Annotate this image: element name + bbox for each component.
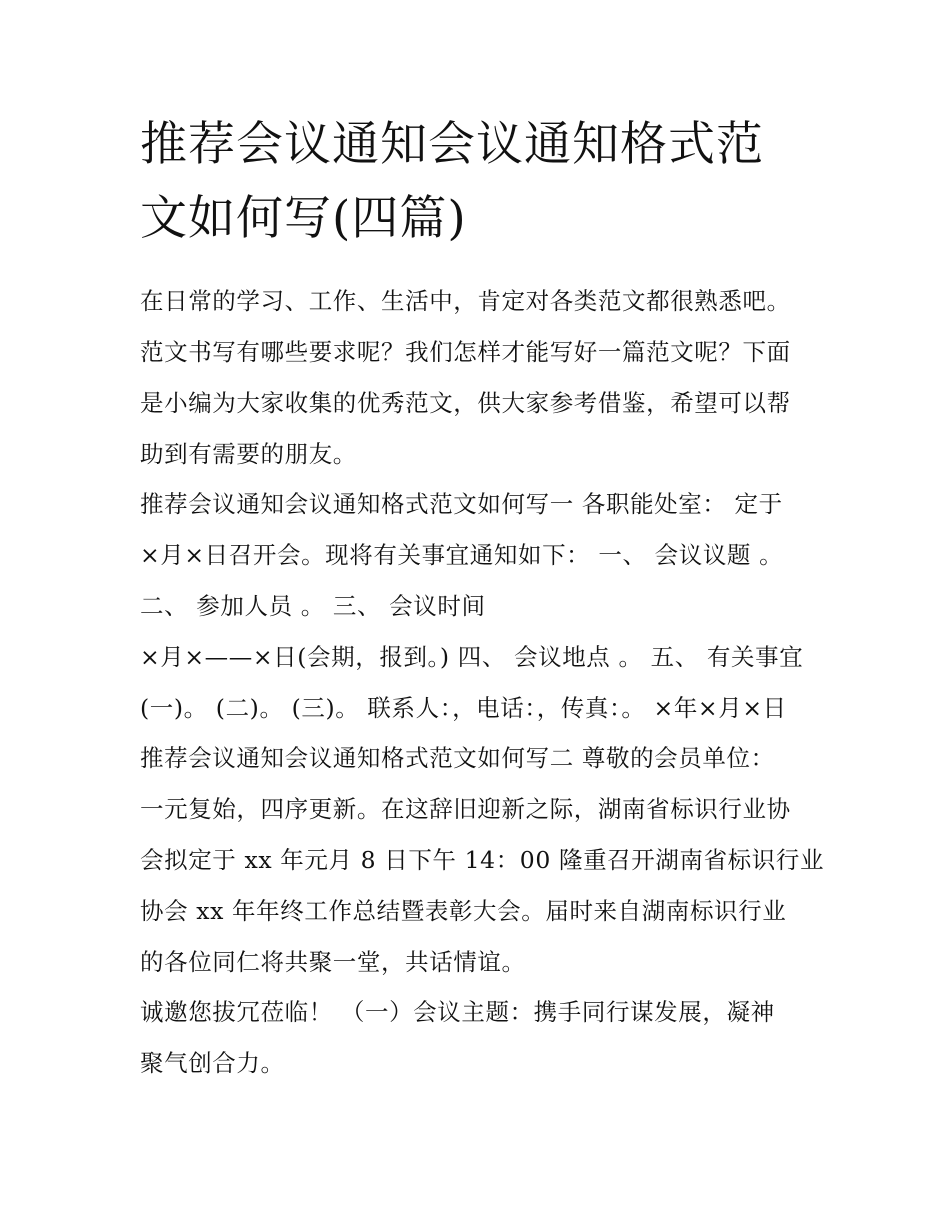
document-title: 推荐会议通知会议通知格式范 文如何写(四篇) (140, 117, 764, 246)
body-line-2: 范文书写有哪些要求呢？我们怎样才能写好一篇范文呢？下面 (140, 338, 791, 366)
body-line-8: ×月×——×日(会期，报到。) 四、 会议地点 。 五、 有关事宜 (140, 643, 804, 671)
body-line-9: (一)。 (二)。 (三)。 联系人：，电话：，传真：。 ×年×月×日 (140, 694, 787, 722)
body-line-5: 推荐会议通知会议通知格式范文如何写一 各职能处室： 定于 (140, 490, 783, 518)
body-line-1: 在日常的学习、工作、生活中，肯定对各类范文都很熟悉吧。 (140, 287, 791, 315)
body-line-14: 的各位同仁将共聚一堂，共话情谊。 (140, 948, 526, 976)
body-line-10: 推荐会议通知会议通知格式范文如何写二 尊敬的会员单位： (140, 744, 775, 772)
body-line-6: ×月×日召开会。现将有关事宜通知如下： 一、 会议议题 。 (140, 541, 784, 569)
body-line-11: 一元复始，四序更新。在这辞旧迎新之际，湖南省标识行业协 (140, 795, 791, 823)
body-line-13: 协会 xx 年年终工作总结暨表彰大会。届时来自湖南标识行业 (140, 897, 787, 925)
body-line-3: 是小编为大家收集的优秀范文，供大家参考借鉴，希望可以帮 (140, 389, 791, 417)
body-line-15: 诚邀您拔冗莅临！ （一）会议主题：携手同行谋发展，凝神 (140, 998, 775, 1026)
body-line-12: 会拟定于 xx 年元月 8 日下午 14：00 隆重召开湖南省标识行业 (140, 846, 825, 874)
body-line-4: 助到有需要的朋友。 (140, 440, 357, 468)
body-line-7: 二、 参加人员 。 三、 会议时间 (140, 592, 486, 620)
body-line-16: 聚气创合力。 (140, 1049, 285, 1077)
